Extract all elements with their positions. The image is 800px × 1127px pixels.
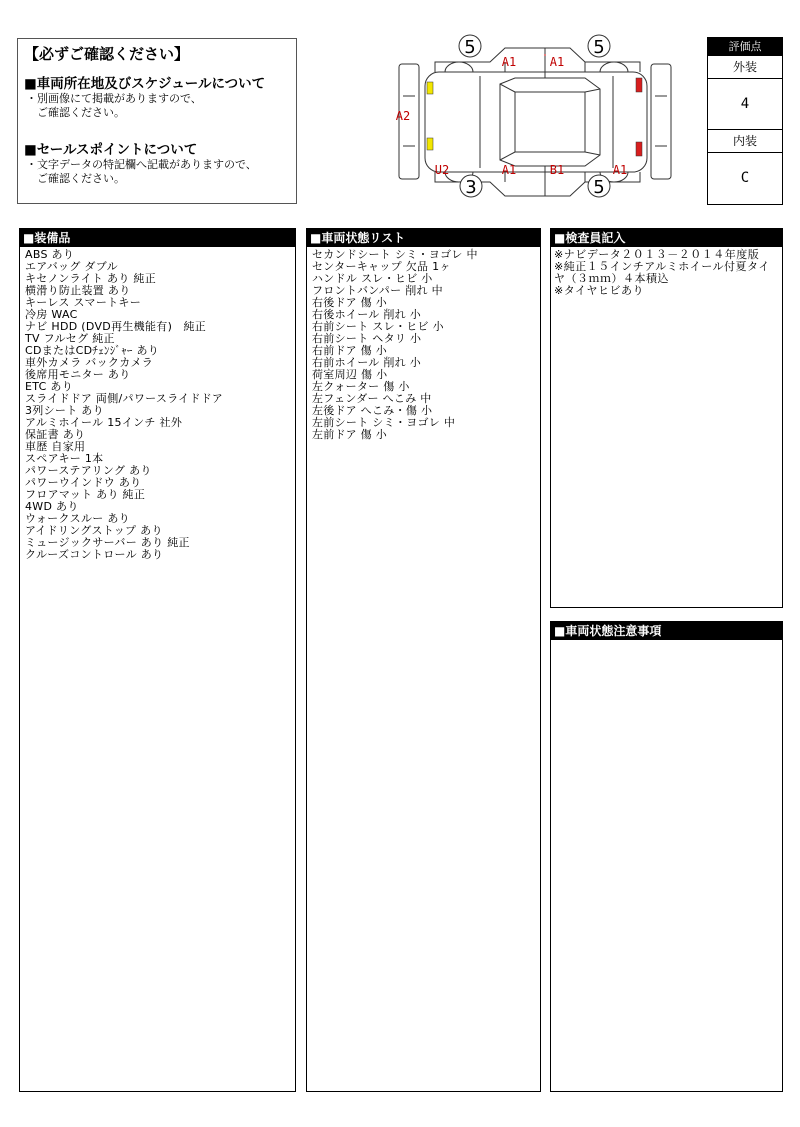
condition-item: 左フェンダー へこみ 中	[312, 392, 432, 405]
condition-item: セカンドシート シミ・ヨゴレ 中	[312, 248, 478, 261]
interior-label: 内装	[708, 130, 782, 153]
equipment-item: 車歴 自家用	[25, 440, 86, 453]
equipment-item: フロアマット あり 純正	[25, 488, 146, 501]
interior-value: C	[740, 170, 750, 186]
equipment-item: エアバッグ ダブル	[25, 260, 118, 273]
code-top-a1-left: A1	[501, 55, 517, 69]
equipment-item: アイドリングストップ あり	[25, 524, 163, 537]
inspector-line: ヤ（３ｍｍ）４本積込	[554, 272, 669, 285]
equipment-item: 保証書 あり	[25, 428, 86, 441]
condition-item: 右前ホイール 削れ 小	[312, 356, 422, 369]
notice-section1-heading: ■車両所在地及びスケジュールについて	[24, 76, 266, 92]
equipment-panel	[19, 228, 296, 1092]
condition-item: 右後ホイール 削れ 小	[312, 308, 422, 321]
rear-left-lamp-marker	[636, 78, 642, 92]
circle-grade-bottom-left: 3	[465, 177, 477, 198]
condition-item: センターキャップ 欠品 1ヶ	[312, 260, 451, 273]
grade-box	[707, 37, 783, 205]
code-bottom-b1: B1	[549, 163, 565, 177]
inspector-notes	[551, 247, 782, 299]
circle-grade-bottom-right: 5	[593, 177, 605, 198]
equipment-item: キセノンライト あり 純正	[25, 272, 157, 285]
rear-right-lamp-marker	[636, 142, 642, 156]
condition-item: 左前シート シミ・ヨゴレ 中	[312, 416, 456, 429]
inspector-line: ※ナビデータ２０１３－２０１４年度版	[554, 248, 760, 261]
code-top-a1-right: A1	[549, 55, 565, 69]
notice-section1-line1: ・別画像にて掲載がありますので、	[26, 92, 202, 105]
condition-list	[307, 247, 540, 441]
equipment-item: 後席用モニター あり	[25, 368, 131, 381]
code-bottom-u2: U2	[434, 163, 450, 177]
equipment-item: パワーステアリング あり	[25, 464, 152, 477]
circle-grade-top-left: 5	[464, 37, 476, 58]
inspector-line: ※タイヤヒビあり	[554, 284, 644, 297]
condition-item: 荷室周辺 傷 小	[312, 368, 388, 381]
equipment-item: クルーズコントロール あり	[25, 548, 164, 561]
front-right-lamp-marker	[427, 138, 433, 150]
condition-panel	[306, 228, 541, 1092]
exterior-label: 外装	[708, 56, 782, 79]
equipment-item: ミュージックサーバー あり 純正	[25, 536, 190, 549]
circle-grade-top-right: 5	[593, 37, 605, 58]
equipment-item: CDまたはCDﾁｪﾝｼﾞｬｰ あり	[25, 344, 160, 357]
inspector-panel	[550, 228, 783, 608]
equipment-item: ETC あり	[25, 380, 74, 393]
condition-item: 左クォーター 傷 小	[312, 380, 410, 393]
code-bottom-a1-left: A1	[501, 163, 517, 177]
condition-item: フロントバンパー 削れ 中	[312, 284, 443, 297]
condition-item: 右前ドア 傷 小	[312, 344, 388, 357]
code-bottom-a1-right: A1	[612, 163, 628, 177]
equipment-item: 横滑り防止装置 あり	[25, 284, 131, 297]
code-left-a2: A2	[395, 109, 411, 123]
equipment-item: TV フルセグ 純正	[25, 332, 115, 345]
condition-item: 右後ドア 傷 小	[312, 296, 388, 309]
condition-item: 左後ドア へこみ・傷 小	[312, 404, 433, 417]
notice-section1-line2: ご確認ください。	[26, 106, 125, 119]
equipment-item: アルミホイール 15インチ 社外	[25, 416, 183, 429]
notice-section2-line2: ご確認ください。	[26, 172, 125, 185]
equipment-list	[20, 247, 295, 561]
notes-panel	[550, 621, 783, 1092]
car-damage-diagram	[395, 34, 675, 204]
grade-header: 評価点	[708, 38, 782, 56]
equipment-item: スペアキー 1本	[25, 452, 104, 465]
front-left-lamp-marker	[427, 82, 433, 94]
condition-header: ■車両状態リスト	[307, 229, 540, 247]
equipment-item: 車外カメラ バックカメラ	[25, 356, 154, 369]
equipment-item: ナビ HDD (DVD再生機能有) 純正	[25, 320, 207, 333]
equipment-item: ウォークスルー あり	[25, 512, 130, 525]
notice-section2-line1: ・文字データの特記欄へ記載がありますので、	[26, 158, 257, 171]
equipment-item: キーレス スマートキー	[25, 296, 142, 309]
equipment-item: パワーウインドウ あり	[25, 476, 142, 489]
inspector-header: ■検査員記入	[551, 229, 782, 247]
condition-item: 右前シート スレ・ヒビ 小	[312, 320, 444, 333]
equipment-item: 冷房 WAC	[25, 308, 78, 321]
equipment-item: 3列シート あり	[25, 404, 104, 417]
exterior-value: 4	[708, 79, 782, 130]
notice-title: 【必ずご確認ください】	[24, 45, 190, 63]
notice-box	[17, 38, 297, 204]
equipment-item: 4WD あり	[25, 500, 79, 513]
condition-item: 左前ドア 傷 小	[312, 428, 388, 441]
notice-section2-heading: ■セールスポイントについて	[24, 142, 198, 158]
condition-item: ハンドル スレ・ヒビ 小	[312, 272, 433, 285]
equipment-header: ■装備品	[20, 229, 295, 247]
condition-item: 右前シート ヘタリ 小	[312, 332, 422, 345]
inspector-line: ※純正１５インチアルミホイール付夏タイ	[554, 260, 770, 273]
equipment-item: ABS あり	[25, 248, 75, 261]
equipment-item: スライドドア 両側/パワースライドドア	[25, 392, 224, 405]
notes-header: ■車両状態注意事項	[551, 622, 782, 640]
